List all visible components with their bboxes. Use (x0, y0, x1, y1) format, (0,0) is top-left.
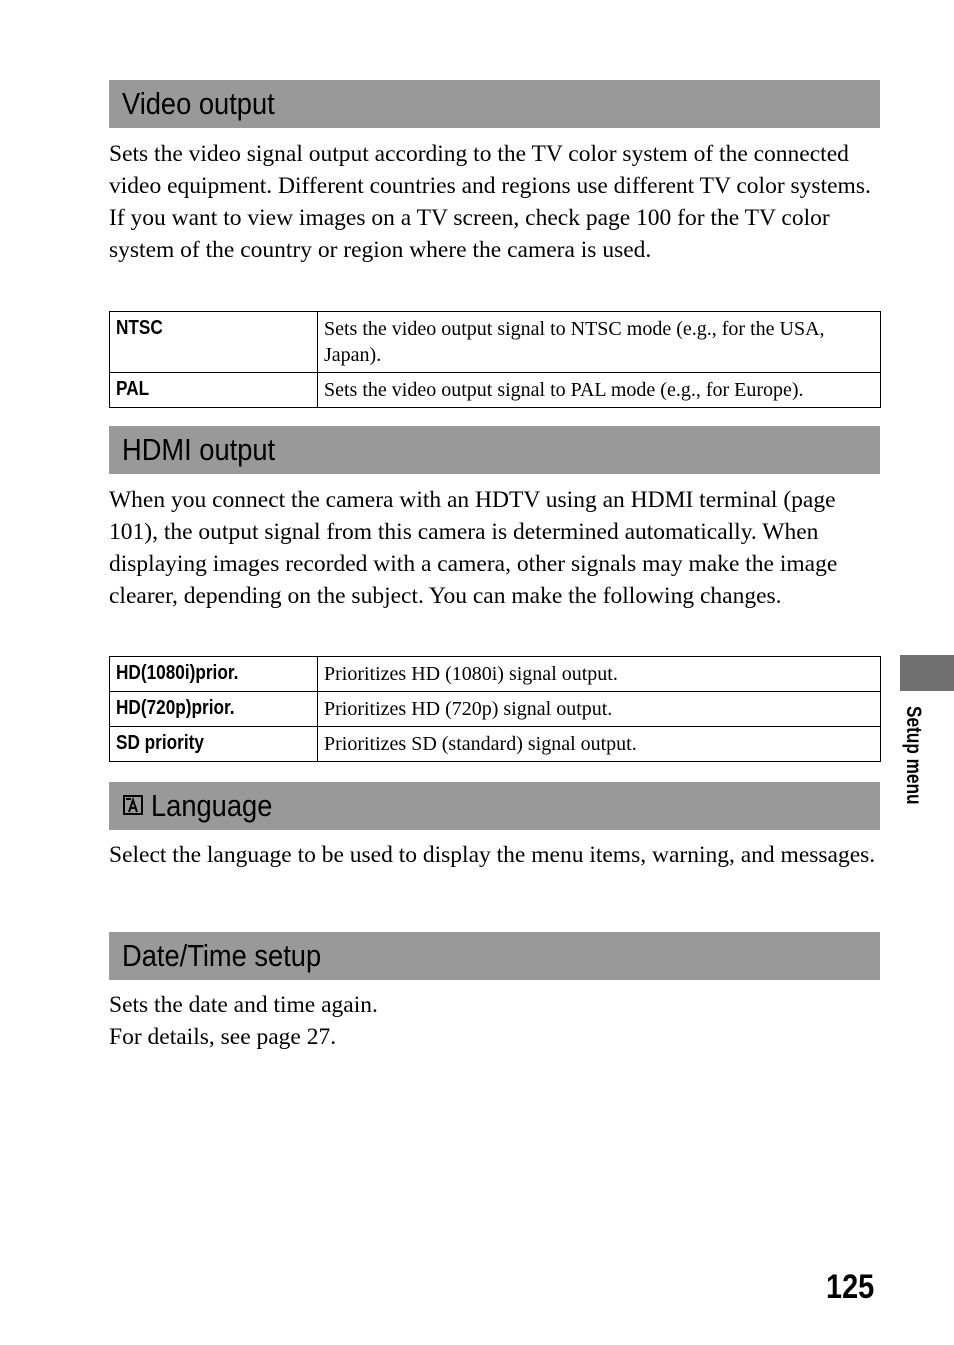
option-desc: Sets the video output signal to PAL mode (e.g., for Europe). (318, 373, 881, 408)
option-desc: Prioritizes SD (standard) signal output. (318, 727, 881, 762)
option-desc: Prioritizes HD (720p) signal output. (318, 692, 881, 727)
side-tab-text: Setup menu (902, 706, 925, 805)
option-key: HD(1080i)prior. (116, 662, 239, 684)
section-body: Sets the video signal output according to the TV color system of the connected video equipment. Different countries and regions use different TV color systems. If you want to view images on a TV screen, check page 100 for the TV color system of the country or region where the camera is used. (109, 141, 871, 263)
section-header-video-output (109, 80, 880, 128)
table-row (110, 312, 881, 373)
side-tab-label (893, 706, 925, 836)
options-table-video-output (109, 311, 881, 408)
table-row (110, 373, 881, 408)
option-desc: Prioritizes HD (1080i) signal output. (318, 657, 881, 692)
option-key: NTSC (116, 317, 163, 339)
section-body (109, 989, 880, 1053)
table-row (110, 727, 881, 762)
section-body: Select the language to be used to display the menu items, warning, and messages. (109, 842, 876, 868)
option-key: HD(720p)prior. (116, 697, 235, 719)
body-line: For details, see page 27. (109, 1024, 337, 1050)
table-row (110, 657, 881, 692)
section-header-language (109, 782, 880, 830)
language-icon (123, 795, 143, 815)
option-key: SD priority (116, 732, 204, 754)
option-desc: Sets the video output signal to NTSC mode (e.g., for the USA, Japan). (318, 312, 881, 373)
side-tab-marker (900, 655, 954, 691)
section-header-date-time-setup (109, 932, 880, 980)
section-title: Video output (122, 86, 275, 121)
section-title: Language (151, 788, 273, 823)
section-body: When you connect the camera with an HDTV using an HDMI terminal (page 101), the output signal from this camera is determined automatically. When displaying images recorded with a camera, other signals may make the image clearer, depending on the subject. You can make the following changes. (109, 487, 838, 609)
page-number-text: 125 (826, 1268, 875, 1306)
section-title: HDMI output (122, 432, 276, 467)
section-title: Date/Time setup (122, 938, 322, 973)
table-row (110, 692, 881, 727)
body-line: Sets the date and time again. (109, 992, 378, 1018)
options-table-hdmi-output (109, 656, 881, 762)
option-key: PAL (116, 378, 150, 400)
page-number (826, 1268, 883, 1307)
section-header-hdmi-output (109, 426, 880, 474)
